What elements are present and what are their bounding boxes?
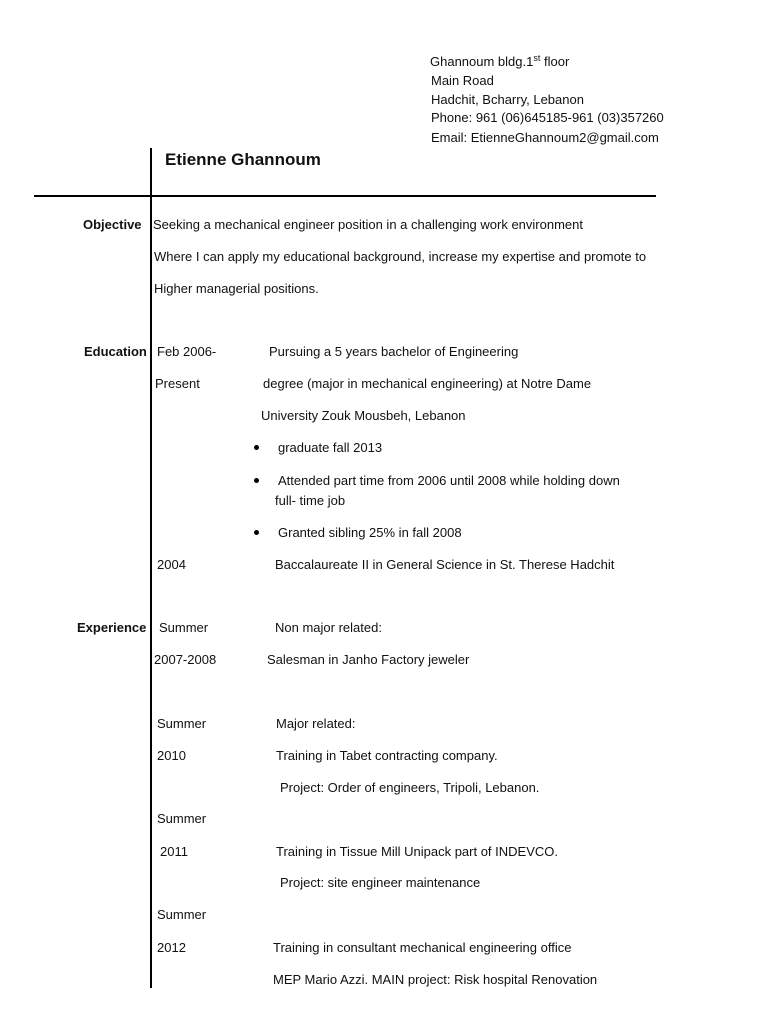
objective-label: Objective (83, 217, 142, 232)
exp-3-line-3: Project: site engineer maintenance (280, 875, 481, 890)
education-desc-3: University Zouk Mousbeh, Lebanon (261, 408, 466, 423)
education-date-2004: 2004 (157, 557, 186, 572)
exp-1-date-a: Summer (159, 620, 209, 635)
education-bullet-1: graduate fall 2013 (278, 440, 383, 455)
address-line-1-text: Ghannoum bldg.1 (430, 54, 534, 69)
exp-2-date-b: 2010 (157, 748, 186, 763)
exp-4-date-b: 2012 (157, 940, 186, 955)
education-desc-4: Baccalaureate II in General Science in St. Therese Hadchit (275, 557, 615, 572)
education-date-start: Feb 2006- (157, 344, 217, 359)
education-bullet-2: Attended part time from 2006 until 2008 while holding down (278, 473, 620, 488)
exp-3-line-2: Training in Tissue Mill Unipack part of INDEVCO. (276, 844, 559, 859)
education-bullet-2-cont: full- time job (275, 493, 346, 508)
ordinal-superscript: st (533, 53, 541, 63)
education-date-end: Present (155, 376, 200, 391)
exp-2-date-a: Summer (157, 716, 207, 731)
exp-4-line-3: MEP Mario Azzi. MAIN project: Risk hospital Renovation (273, 972, 598, 987)
vertical-rule (150, 148, 152, 988)
applicant-name: Etienne Ghannoum (165, 150, 321, 169)
phone-line: Phone: 961 (06)645185-961 (03)357260 (431, 110, 664, 125)
address-line-1 (430, 54, 569, 68)
address-line-2: Main Road (431, 73, 494, 88)
exp-3-date-a: Summer (157, 811, 207, 826)
objective-line-1: Seeking a mechanical engineer position in a challenging work environment (153, 217, 583, 232)
bullet-icon (254, 445, 259, 450)
address-line-3: Hadchit, Bcharry, Lebanon (431, 92, 584, 107)
exp-2-line-3: Project: Order of engineers, Tripoli, Lebanon. (280, 780, 540, 795)
bullet-icon (254, 530, 259, 535)
education-label: Education (84, 344, 147, 359)
email-line: Email: EtienneGhannoum2@gmail.com (431, 130, 659, 145)
exp-1-line-2: Salesman in Janho Factory jeweler (267, 652, 470, 667)
education-desc-2: degree (major in mechanical engineering) at Notre Dame (263, 376, 592, 391)
exp-2-line-1: Major related: (276, 716, 356, 731)
address-line-1-suffix: floor (540, 54, 570, 69)
exp-4-date-a: Summer (157, 907, 207, 922)
exp-1-date-b: 2007-2008 (154, 652, 217, 667)
horizontal-rule (34, 195, 656, 197)
objective-line-3: Higher managerial positions. (154, 281, 319, 296)
education-bullet-3: Granted sibling 25% in fall 2008 (278, 525, 462, 540)
exp-1-line-1: Non major related: (275, 620, 382, 635)
objective-line-2: Where I can apply my educational background, increase my expertise and promote to (154, 249, 647, 264)
education-desc-1: Pursuing a 5 years bachelor of Engineering (269, 344, 519, 359)
exp-2-line-2: Training in Tabet contracting company. (276, 748, 498, 763)
exp-3-date-b: 2011 (160, 844, 188, 859)
experience-label: Experience (77, 620, 147, 635)
bullet-icon (254, 478, 259, 483)
exp-4-line-2: Training in consultant mechanical engineering office (273, 940, 572, 955)
